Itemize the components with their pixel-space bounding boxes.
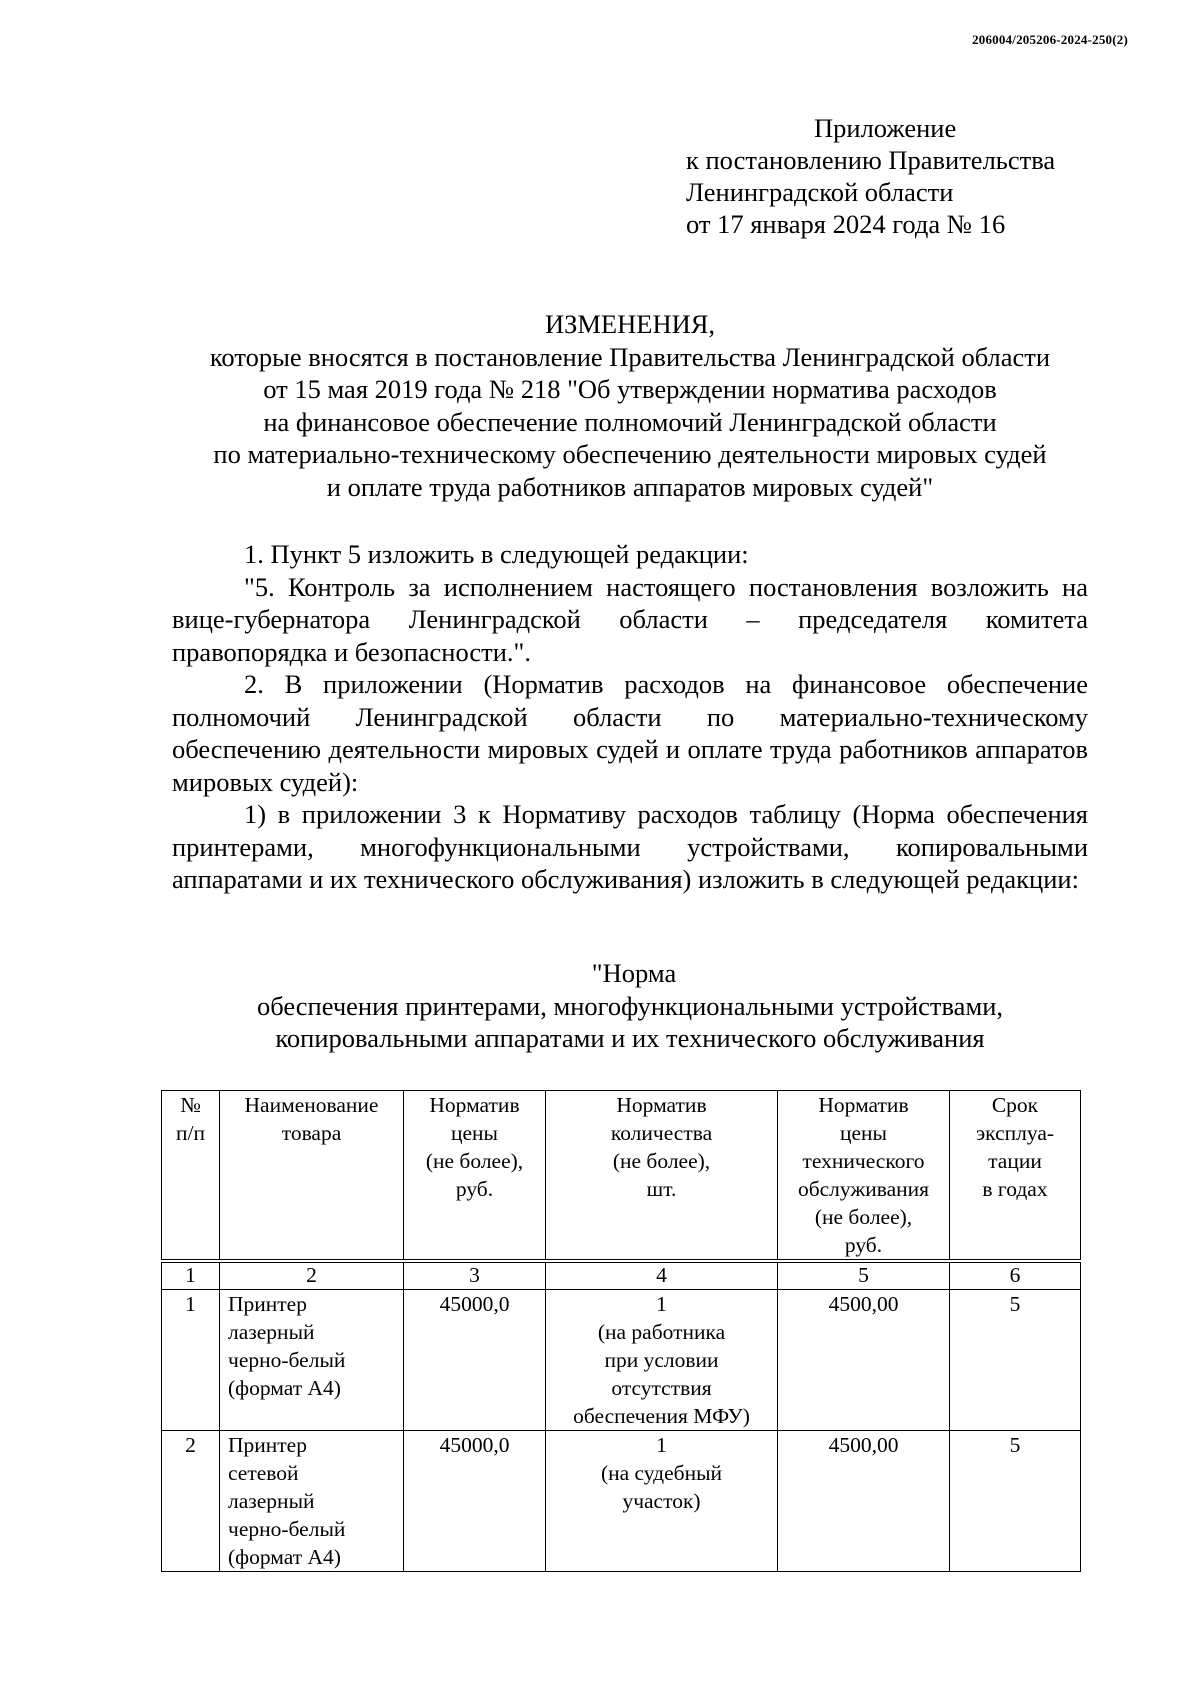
column-number: 2: [220, 1263, 404, 1290]
appendix-line-3: Ленинградской области: [686, 177, 954, 207]
name-line: черно-белый: [228, 1348, 346, 1372]
header-cell-price: [404, 1091, 546, 1260]
name-line: лазерный: [228, 1489, 315, 1513]
row-number: 2: [162, 1431, 220, 1572]
header-text: (не более),: [814, 1205, 913, 1229]
name-line: сетевой: [228, 1461, 299, 1485]
column-number: 4: [546, 1263, 778, 1290]
service-term: 5: [950, 1290, 1081, 1431]
header-text: Норматив: [616, 1093, 707, 1117]
qty-line: отсутствия: [611, 1376, 712, 1400]
header-text: цены: [840, 1121, 887, 1145]
name-line: лазерный: [228, 1320, 315, 1344]
name-line: черно-белый: [228, 1517, 346, 1541]
header-text: количества: [610, 1121, 713, 1145]
header-cell-service: [778, 1091, 950, 1260]
header-text: товара: [281, 1121, 342, 1145]
appendix-line-4: от 17 января 2024 года № 16: [686, 209, 1006, 239]
column-number: 6: [950, 1263, 1081, 1290]
appendix-header: [686, 112, 1055, 240]
header-text: руб.: [844, 1233, 883, 1257]
title-line-2: от 15 мая 2019 года № 218 "Об утверждении норматива расходов: [263, 374, 997, 404]
price-norm: 45000,0: [404, 1290, 546, 1431]
name-line: Принтер: [228, 1433, 307, 1457]
name-line: Принтер: [228, 1292, 307, 1316]
paragraph-3: 2. В приложении (Норматив расходов на финансовое обеспечение полномочий Ленинградской области по материально-техническому обеспечению деятельности мировых судей и оплате труда работников аппаратов мировых судей):: [172, 669, 1088, 797]
quantity-norm: [546, 1431, 778, 1572]
paragraph-2: "5. Контроль за исполнением настоящего постановления возложить на вице-губернатора Ленинградской области – председателя комитета правопорядка и безопасности.".: [172, 571, 1088, 667]
header-text: технического: [802, 1149, 925, 1173]
header-cell-name: [220, 1091, 404, 1260]
service-term: 5: [950, 1431, 1081, 1572]
table-row: [162, 1431, 1081, 1572]
header-text: Норматив: [818, 1093, 909, 1117]
title-heading: ИЗМЕНЕНИЯ,: [544, 309, 716, 339]
header-text: руб.: [455, 1177, 494, 1201]
norma-title-line-1: "Норма: [591, 958, 677, 988]
document-code: 206004/205206-2024-250(2): [972, 32, 1128, 47]
header-text: шт.: [646, 1177, 677, 1201]
document-title: [170, 308, 1090, 503]
qty-line: 1: [656, 1292, 667, 1316]
norma-title: [170, 957, 1090, 1055]
norma-title-line-3: копировальными аппаратами и их технического обслуживания: [275, 1023, 985, 1053]
header-text: Наименование: [244, 1093, 379, 1117]
column-number: 1: [162, 1263, 220, 1290]
header-text: в годах: [982, 1177, 1048, 1201]
header-cell-quantity: [546, 1091, 778, 1260]
qty-line: обеспечения МФУ): [573, 1404, 750, 1428]
header-text: обслуживания: [797, 1177, 930, 1201]
column-number: 5: [778, 1263, 950, 1290]
qty-line: 1: [656, 1433, 667, 1457]
paragraph-4: 1) в приложении 3 к Нормативу расходов таблицу (Норма обеспечения принтерами, многофункциональными устройствами, копировальными аппаратами и их технического обслуживания) изложить в следующей редакции:: [172, 799, 1088, 894]
header-text: цены: [451, 1121, 498, 1145]
header-text: №: [180, 1093, 201, 1117]
row-number: 1: [162, 1290, 220, 1431]
header-cell-term: [950, 1091, 1081, 1260]
title-line-4: по материально-техническому обеспечению деятельности мировых судей: [213, 439, 1047, 469]
qty-line: (на судебный: [600, 1461, 723, 1485]
qty-line: при условии: [604, 1348, 719, 1372]
service-price-norm: 4500,00: [778, 1290, 950, 1431]
service-price-norm: 4500,00: [778, 1431, 950, 1572]
price-norm: 45000,0: [404, 1431, 546, 1572]
product-name: [220, 1290, 404, 1431]
appendix-line-1: Приложение: [814, 113, 957, 143]
header-text: Норматив: [429, 1093, 520, 1117]
header-text: Срок: [991, 1093, 1039, 1117]
header-text: (не более),: [425, 1149, 524, 1173]
title-line-5: и оплате труда работников аппаратов мировых судей": [326, 471, 934, 502]
header-text: п/п: [176, 1121, 205, 1145]
header-text: тации: [988, 1149, 1042, 1173]
header-text: (не более),: [612, 1149, 711, 1173]
body-text: [172, 538, 1088, 896]
title-line-3: на финансовое обеспечение полномочий Ленинградской области: [263, 406, 997, 437]
name-line: (формат А4): [228, 1545, 341, 1569]
table-row: [162, 1290, 1081, 1431]
qty-line: (на работника: [597, 1320, 726, 1344]
paragraph-1: 1. Пункт 5 изложить в следующей редакции:: [244, 539, 749, 569]
quantity-norm: [546, 1290, 778, 1431]
header-cell-number: [162, 1091, 220, 1260]
header-text: эксплуа-: [975, 1121, 1055, 1145]
appendix-line-2: к постановлению Правительства: [686, 145, 1056, 175]
product-name: [220, 1431, 404, 1572]
name-line: (формат А4): [228, 1376, 341, 1400]
title-line-1: которые вносятся в постановление Правительства Ленинградской области: [209, 341, 1051, 372]
qty-line: участок): [622, 1489, 701, 1513]
table-header-row: [162, 1091, 1081, 1260]
norma-table: [161, 1090, 1081, 1572]
column-number-row: [162, 1263, 1081, 1290]
norma-title-line-2: обеспечения принтерами, многофункциональными устройствами,: [256, 990, 1004, 1021]
column-number: 3: [404, 1263, 546, 1290]
